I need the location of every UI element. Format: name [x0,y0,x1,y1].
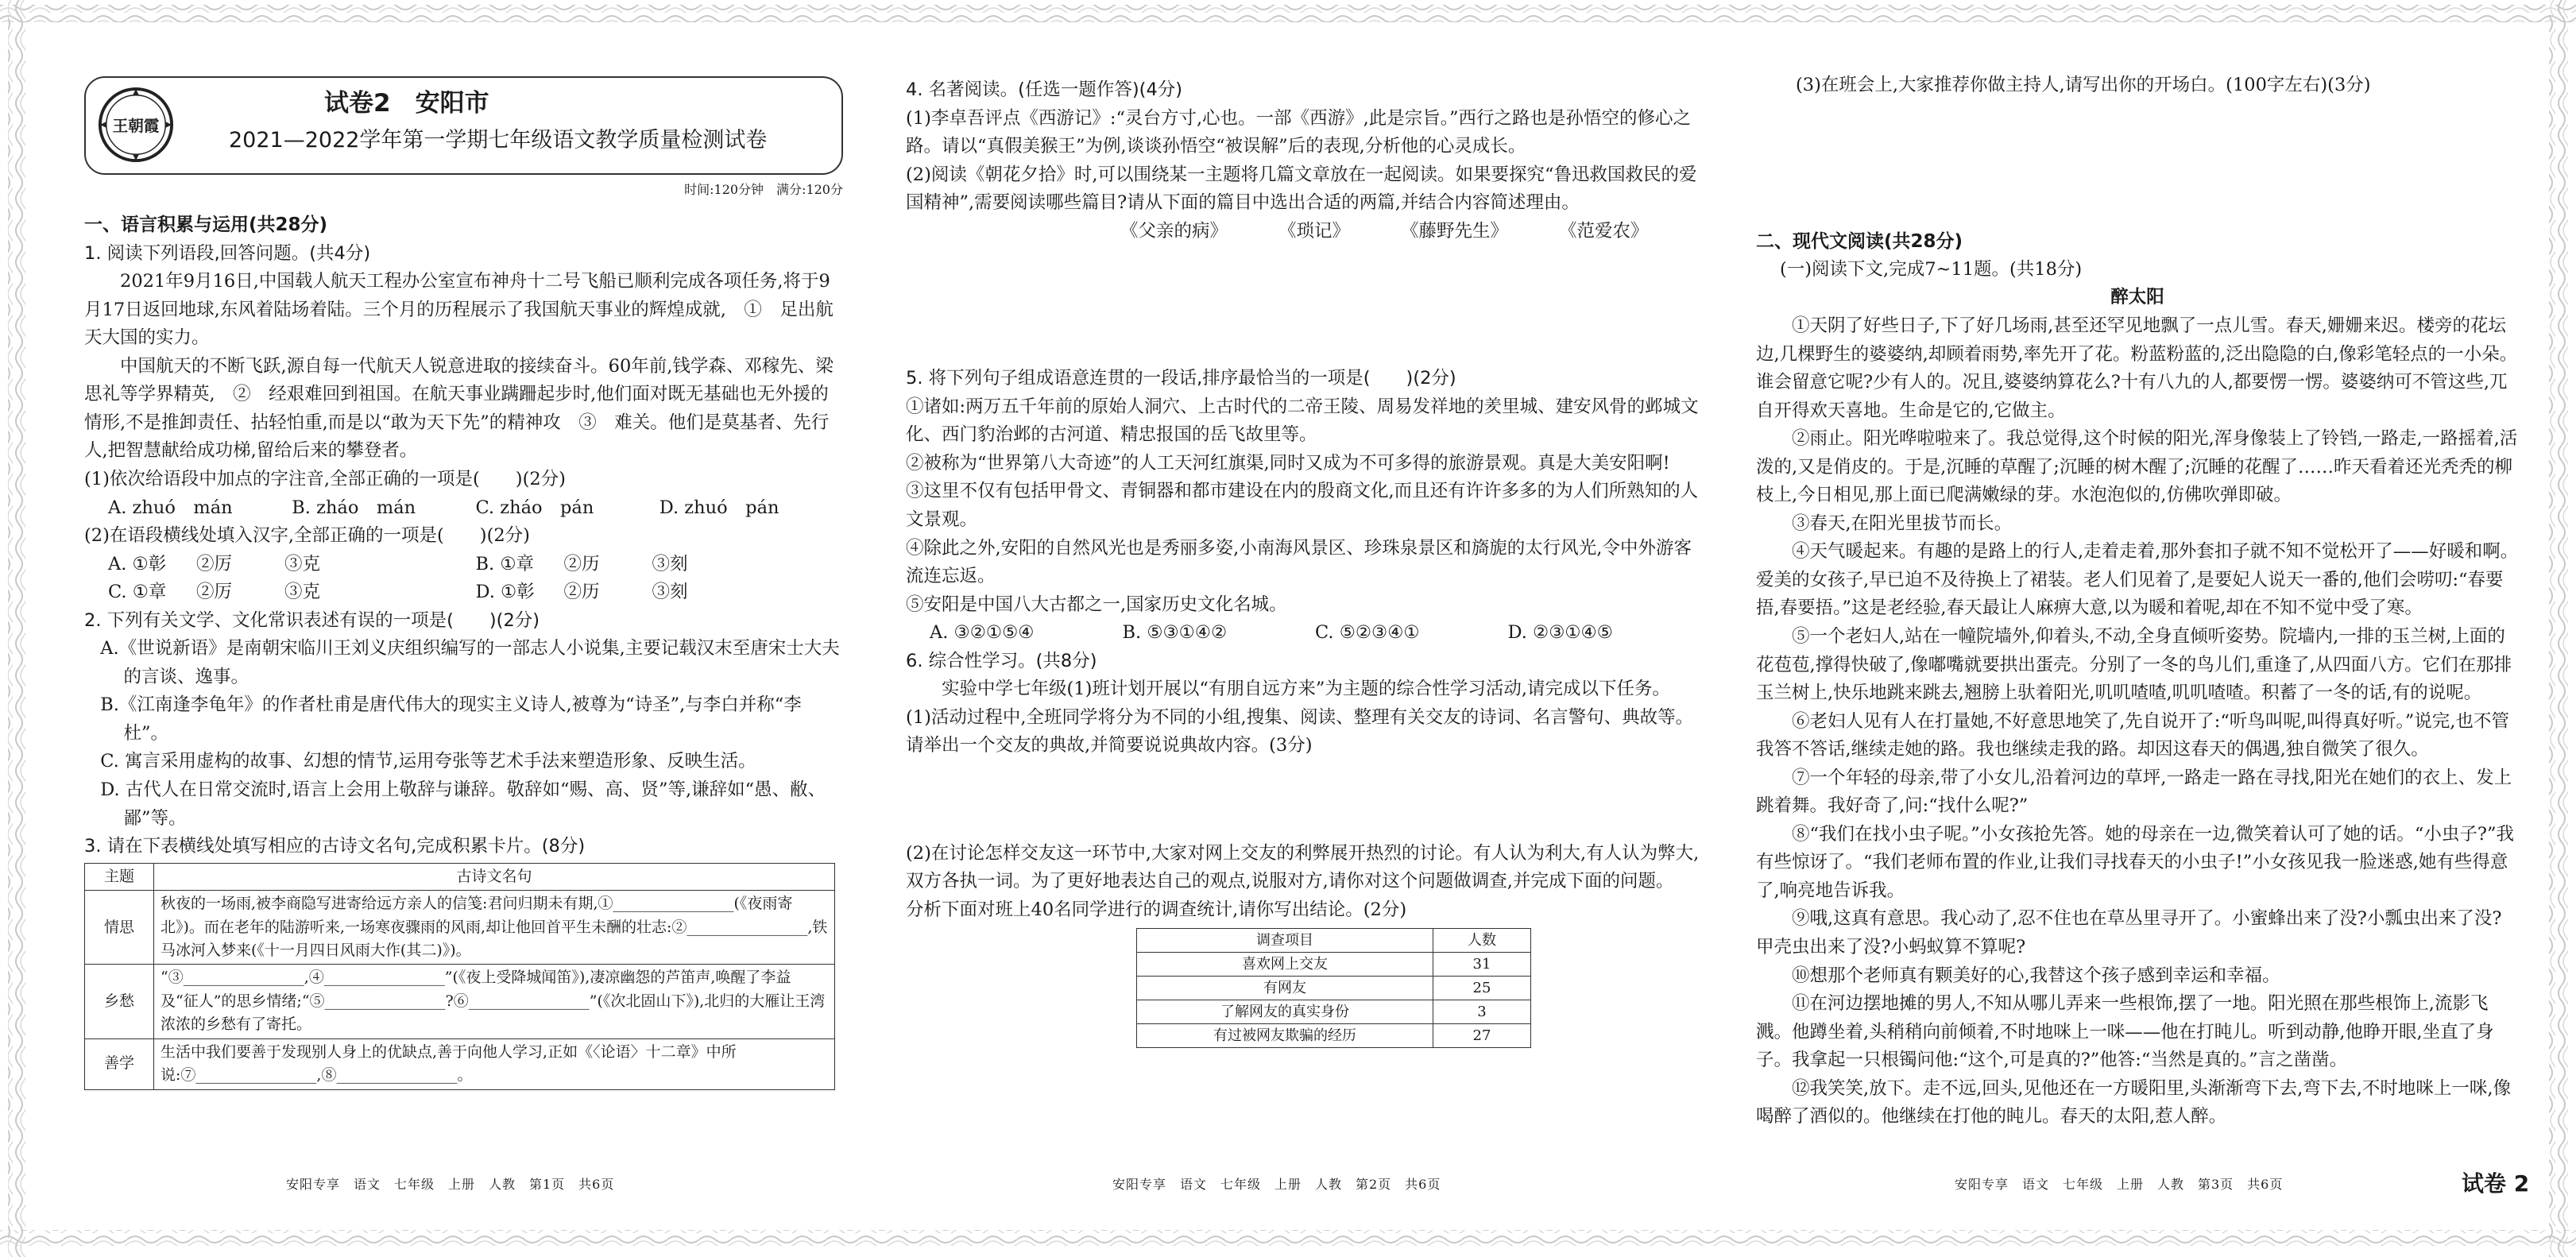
answer-space [1756,100,2519,227]
column-header: 主题 [85,863,154,890]
survey-table [1136,928,1531,1048]
article-paragraph: ①天阴了好些日子,下了好几场雨,甚至还罕见地飘了一点儿雪。春天,姗姗来迟。楼旁的花坛边,几棵野生的婆婆纳,却顾着雨势,率先开了花。粉蓝粉蓝的,泛出隐隐的白,像彩笔轻点的一小朵。谁会留意它呢?少有人的。况且,婆婆纳算花么?十有八九的人,都要愣一愣。婆婆纳可不管这些,兀自开得欢天喜地。生命是它的,它做主。 [1756,315,2518,421]
option: B. ①章 [475,553,535,574]
essay-title: 《父亲的病》 [1120,220,1228,242]
q4-essay-titles [906,218,1700,246]
survey-count: 31 [1433,952,1531,976]
option-spacer [373,551,476,579]
row-content: 秋夜的一场雨,被李商隐写进寄给远方亲人的信笺:君问归期未有期,①________________(《夜雨寄北》)。而在老年的陆游听来,一场寒夜骤雨的风雨,却让他回首平生未酬的壮志:②________________,铁马冰河入梦来(《十一月四日风雨大作(其二)》)。 [154,891,835,965]
q1-paragraph-2: 中国航天的不断飞跃,源自每一代航天人锐意进取的接续奋斗。60年前,钱学森、邓稼先、梁思礼等学界精英, ② 经艰难回到祖国。在航天事业蹒跚起步时,他们面对既无基础也无外援的情形,不是推卸责任、拈轻怕重,而是以“敢为天下先”的精神攻 ③ 难关。他们是莫基者、先行人,把智慧献给成功梯,留给后来的攀登者。 [84,355,834,462]
option: ②厉 [196,553,233,574]
q3-heading: 3. 请在下表横线处填写相应的古诗文名句,完成积累卡片。(8分) [84,836,586,857]
option: ②历 [563,582,600,603]
option: ③刻 [652,553,688,574]
option: D. ②③①④⑤ [1507,622,1613,644]
answer-space [906,246,1700,365]
row-theme: 情思 [85,891,154,965]
q4-heading: 4. 名著阅读。(任选一题作答)(4分) [906,79,1183,100]
option: D. zhuó pán [659,497,779,518]
q4-option-1: (1)李卓吾评点《西游记》:“灵台方寸,心也。一部《西游》,此是宗旨。”西行之路也是孙悟空的修心之路。请以“真假美猴王”为例,谈谈孙悟空“被误解”后的表现,分析他的心灵成长。 [906,107,1692,157]
table-row [85,1038,835,1089]
q1-sub1: (1)依次给语段中加点的字注音,全部正确的一项是( )(2分) [84,468,566,489]
exam-title: 试卷2 安阳市 [324,89,489,118]
row-content: 生活中我们要善于发现别人身上的优缺点,善于向他人学习,正如《〈论语〉十二章》中所说:⑦________________,⑧________________。 [154,1038,835,1089]
article-paragraph: ②雨止。阳光哗啦啦来了。我总觉得,这个时候的阳光,浑身像装上了铃铛,一路走,一路摇着,活泼的,又是俏皮的。于是,沉睡的草醒了;沉睡的树木醒了;沉睡的花醒了……昨天看着还光秃秃的柳枝上,今日相见,那上面已爬满嫩绿的芽。水泡泡似的,仿佛吹弹即破。 [1756,428,2518,506]
q5-sentence-1: ①诸如:两万五千年前的原始人洞穴、上古时代的二帝王陵、周易发祥地的羑里城、建安风骨的邺城文化、西门豹治邺的古河道、精忠报国的岳飞故里等。 [906,396,1699,446]
option: B. ⑤③①④② [1122,622,1228,644]
page-1-footer: 安阳专享 语文 七年级 上册 人教 第1页 共6页 [286,1177,615,1192]
exam-number-tag: 试卷 2 [2462,1170,2530,1197]
survey-count: 3 [1433,1000,1531,1023]
table-row [1137,1000,1531,1023]
option: ②厉 [196,582,233,603]
q1-sub1-options [84,494,843,523]
option: ③克 [284,553,321,574]
q1-sub2-options-ab [84,551,843,579]
q2-option-b: B.《江南逢李龟年》的作者杜甫是唐代伟大的现实主义诗人,被尊为“诗圣”,与李白并称“李杜”。 [100,694,802,744]
q1-paragraph-1: 2021年9月16日,中国载人航天工程办公室宣布神舟十二号飞船已顺利完成各项任务,将于9月17日返回地球,东风着陆场着陆。三个月的历程展示了我国航天事业的辉煌成就, ① 足出航天大国的实力。 [84,271,834,349]
page-2-column [906,76,1700,1048]
answer-space [906,760,1700,840]
q1-sub2-options-cd [84,578,843,607]
table-row [1137,1023,1531,1047]
q2-option-a: A.《世说新语》是南朝宋临川王刘义庆组织编写的一部志人小说集,主要记载汉末至唐宋士大夫的言谈、逸事。 [100,638,840,687]
page-2-footer: 安阳专享 语文 七年级 上册 人教 第2页 共6页 [1112,1177,1441,1192]
q1-sub2: (2)在语段横线处填入汉字,全部正确的一项是( )(2分) [84,525,530,547]
logo-seal-icon [97,86,175,164]
option-spacer [373,578,476,607]
page-3-column [1756,72,2519,1131]
q6-heading: 6. 综合性学习。(共8分) [906,650,1097,671]
q2-option-c: C. 寓言采用虚构的故事、幻想的情节,运用夸张等艺术手法来塑造形象、反映生活。 [100,751,756,772]
q5-heading: 5. 将下列句子组成语意连贯的一段话,排序最恰当的一项是( )(2分) [906,368,1456,389]
q2-option-d: D. 古代人在日常交流时,语言上会用上敬辞与谦辞。敬辞如“赐、高、贤”等,谦辞如“愚、敝、鄙”等。 [100,779,826,829]
survey-item: 喜欢网上交友 [1137,952,1433,976]
article-paragraph: ⑨哦,这真有意思。我心动了,忍不住也在草丛里寻开了。小蜜蜂出来了没?小瓢虫出来了没?甲壳虫出来了没?小蚂蚁算不算呢? [1756,908,2502,957]
column-header: 人数 [1433,928,1531,952]
svg-text:王朝霞: 王朝霞 [112,116,160,135]
row-theme: 善学 [85,1038,154,1089]
survey-item: 有网友 [1137,976,1433,1000]
article-paragraph: ⑧“我们在找小虫子呢。”小女孩抢先答。她的母亲在一边,微笑着认可了她的话。“小虫子?”我有些惊讶了。“我们老师布置的作业,让我们寻找春天的小虫子!”小女孩见我一脸迷惑,她有些得意了,响亮地告诉我。 [1756,823,2514,901]
option: A. ③②①⑤④ [930,622,1035,644]
exam-subtitle: 2021—2022学年第一学期七年级语文教学质量检测试卷 [229,128,768,153]
option: C. ①章 [108,582,167,603]
q5-options [906,619,1700,648]
q5-sentence-5: ⑤安阳是中国八大古都之一,国家历史文化名城。 [906,594,1287,615]
column-header: 调查项目 [1137,928,1433,952]
q4-option-2: (2)阅读《朝花夕拾》时,可以围绕某一主题将几篇文章放在一起阅读。如果要探究“鲁迅救国救民的爱国精神”,需要阅读哪些篇目?请从下面的篇目中选出合适的两篇,并结合内容简述理由。 [906,164,1697,214]
article-title: 醉太阳 [2110,287,2164,308]
q5-sentence-4: ④除此之外,安阳的自然风光也是秀丽多姿,小南海风景区、珍珠泉景区和旖旎的太行风光,令中外游客流连忘返。 [906,537,1692,587]
article-paragraph: ③春天,在阳光里拔节而长。 [1792,512,2013,534]
option: ②历 [563,553,600,574]
option: ③克 [284,582,321,603]
exam-header [84,76,843,175]
poem-card-table [84,863,835,1090]
option: A. ①彰 [108,553,167,574]
q1-heading: 1. 阅读下列语段,回答问题。(共4分) [84,242,371,264]
q6-intro: 实验中学七年级(1)班计划开展以“有朋自远方来”为主题的综合性学习活动,请完成以下任务。 [942,679,1671,700]
article-paragraph: ⑫我笑笑,放下。走不远,回头,见他还在一方暖阳里,头渐渐弯下去,弯下去,不时地咪上一咪,像喝醉了酒似的。他继续在打他的盹儿。春天的太阳,惹人醉。 [1756,1077,2512,1127]
article-paragraph: ⑤一个老妇人,站在一幢院墙外,仰着头,不动,全身直倾听姿势。院墙内,一排的玉兰树,上面的花苞苞,撑得快破了,像嘟嘴就要拱出蛋壳。分别了一冬的鸟儿们,重逢了,从四面八方。它们在那排玉兰树上,快乐地跳来跳去,翘膀上驮着阳光,叽叽喳喳,叽叽喳喳。积蓄了一冬的话,有的说呢。 [1756,625,2512,704]
survey-item: 了解网友的真实身份 [1137,1000,1433,1023]
survey-count: 25 [1433,976,1531,1000]
survey-count: 27 [1433,1023,1531,1047]
table-header-row [1137,928,1531,952]
essay-title: 《藤野先生》 [1401,220,1509,242]
time-score: 时间:120分钟 满分:120分 [684,182,843,197]
article-paragraph: ⑪在河边摆地摊的男人,不知从哪儿弄来一些根饰,摆了一地。阳光照在那些根饰上,流影飞溅。他蹲坐着,头稍稍向前倾着,不时地咪上一咪——他在打盹儿。听到动静,他睁开眼,坐直了身子。我拿起一只根镯问他:“这个,可是真的?”他答:“当然是真的。”言之凿凿。 [1756,993,2494,1071]
q2-heading: 2. 下列有关文学、文化常识表述有误的一项是( )(2分) [84,609,540,631]
essay-title: 《琐记》 [1278,220,1351,242]
q6-part-3: (3)在班会上,大家推荐你做主持人,请写出你的开场白。(100字左右)(3分) [1796,75,2371,95]
page-3-footer: 安阳专享 语文 七年级 上册 人教 第3页 共6页 [1955,1177,2284,1192]
q6-part-2-task: 分析下面对班上40名同学进行的调查统计,请你写出结论。(2分) [906,899,1407,921]
reading-1-heading: (一)阅读下文,完成7~11题。(共18分) [1780,258,2083,280]
survey-item: 有过被网友欺骗的经历 [1137,1023,1433,1047]
q5-sentence-3: ③这里不仅有包括甲骨文、青铜器和都市建设在内的殷商文化,而且还有许许多多的为人们所熟知的人文景观。 [906,481,1699,531]
table-header-row [85,863,835,890]
q6-part-2: (2)在讨论怎样交友这一环节中,大家对网上交友的利弊展开热烈的讨论。有人认为利大,有人认为弊大,双方各执一词。为了更好地表达自己的观点,说服对方,请你对这个问题做调查,并完成下面的问题。 [906,842,1700,892]
section-2-heading: 二、现代文阅读(共28分) [1756,230,1963,252]
row-theme: 乡愁 [85,965,154,1038]
table-row [85,965,835,1038]
article-paragraph: ⑦一个年轻的母亲,带了小女儿,沿着河边的草坪,一路走一路在寻找,阳光在她们的衣上、发上跳着舞。我好奇了,问:“找什么呢?” [1756,767,2512,817]
option: ③刻 [652,582,688,603]
option: D. ①彰 [475,582,535,603]
q6-part-1: (1)活动过程中,全班同学将分为不同的小组,搜集、阅读、整理有关交友的诗词、名言警句、典故等。请举出一个交友的典故,并简要说说典故内容。(3分) [906,706,1694,756]
option: C. zháo pán [475,497,594,518]
row-content: “③________________,④________________”(《夜上受降城闻笛》),凄凉幽怨的芦笛声,唤醒了李益及“征人”的思乡情绪;“⑤________________?⑥________________”(《次北固山下》),北归的大雁让王湾浓浓的乡愁有了寄托。 [154,965,835,1038]
essay-title: 《范爱农》 [1559,220,1649,242]
table-row [1137,952,1531,976]
option: C. ⑤②③④① [1315,622,1420,644]
option: A. zhuó mán [108,497,233,518]
article-paragraph: ⑩想那个老师真有颗美好的心,我替这个孩子感到幸运和幸福。 [1792,965,2280,986]
page-1-column [84,76,843,1090]
article-paragraph: ④天气暖起来。有趣的是路上的行人,走着走着,那外套扣子就不知不觉松开了——好暖和啊。爱美的女孩子,早已迫不及待换上了裙装。老人们见着了,是要妃人说天一番的,他们会唠叨:“春要捂,春要捂。”这是老经验,春天最让人麻痹大意,以为暖和着呢,却在不知不觉中受了寒。 [1756,541,2519,619]
option: B. zháo mán [292,497,416,518]
section-1-heading: 一、语言积累与运用(共28分) [84,215,328,236]
table-row [85,891,835,965]
article-paragraph: ⑥老妇人见有人在打量她,不好意思地笑了,先自说开了:“听鸟叫呢,叫得真好听。”说完,也不管我答不答话,继续走她的路。我也继续走我的路。却因这春天的偶遇,独自微笑了很久。 [1756,710,2509,760]
column-header: 古诗文名句 [154,863,835,890]
table-row [1137,976,1531,1000]
q5-sentence-2: ②被称为“世界第八大奇迹”的人工天河红旗渠,同时又成为不可多得的旅游景观。真是大美安阳啊! [906,452,1670,474]
